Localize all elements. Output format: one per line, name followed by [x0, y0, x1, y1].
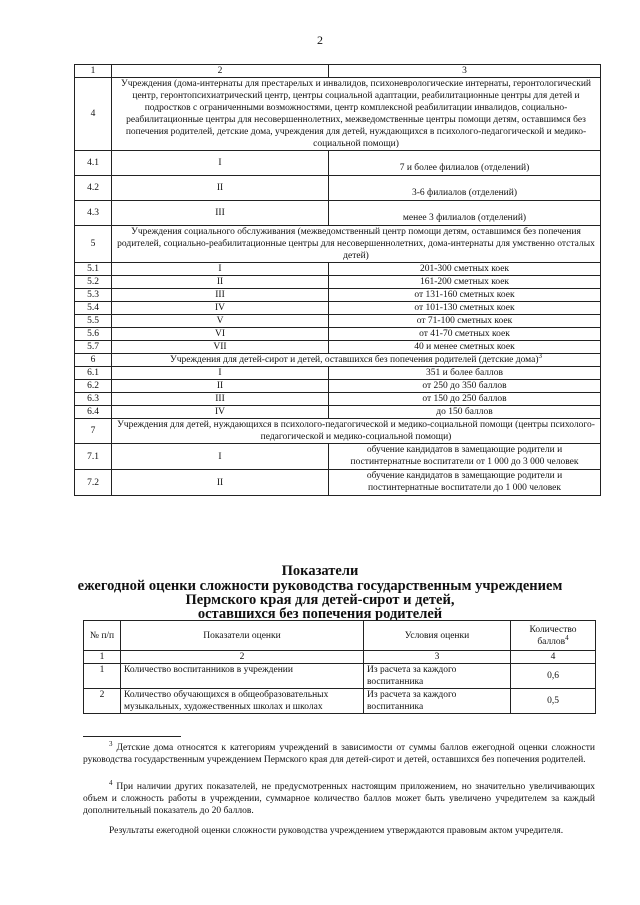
- group-condition: 201-300 сметных коек: [329, 263, 601, 276]
- group-condition: 161-200 сметных коек: [329, 276, 601, 289]
- group-roman: II: [112, 276, 329, 289]
- table-header-row: [84, 621, 596, 651]
- row-number: 5.7: [75, 341, 112, 354]
- group-condition: от 41-70 сметных коек: [329, 328, 601, 341]
- group-roman: II: [112, 380, 329, 393]
- group-roman: VI: [112, 328, 329, 341]
- footnote-text: При наличии других показателей, не предусмотренных настоящим приложением, но значительно увеличивающих объем и сложность работы в учреждении, суммарное количество баллов может быть увеличено учредителем за каждый дополнительный показатель до 20 баллов.: [83, 782, 595, 816]
- conditions-cell: Из расчета за каждого воспитанника: [364, 689, 511, 714]
- row-number: 5.2: [75, 276, 112, 289]
- group-roman: III: [112, 289, 329, 302]
- group-condition: от 250 до 350 баллов: [329, 380, 601, 393]
- footnote-mark: 4: [109, 778, 113, 787]
- category-text: Учреждения социального обслуживания (межведомственный центр помощи детям, оставшимся без попечения родителей, социально-реабилитационные центры для несовершеннолетних, дома-интернаты для умственно отсталых детей): [117, 227, 595, 261]
- conditions-cell: Из расчета за каждого воспитанника: [364, 664, 511, 689]
- group-condition: 3-6 филиалов (отделений): [329, 176, 601, 201]
- col-num: 3: [364, 651, 511, 664]
- category-row: [75, 419, 601, 444]
- category-row: [75, 78, 601, 151]
- row-number: 6: [75, 354, 112, 367]
- row-number: 5.6: [75, 328, 112, 341]
- footnote-mark: 3: [109, 739, 113, 748]
- group-row: [75, 444, 601, 470]
- row-number: 6.4: [75, 406, 112, 419]
- group-roman: I: [112, 263, 329, 276]
- points-cell: 0,6: [511, 664, 596, 689]
- row-number: 5.1: [75, 263, 112, 276]
- category-description: [112, 226, 601, 263]
- section-title: Показатели: [281, 563, 359, 579]
- group-roman: III: [112, 393, 329, 406]
- group-condition: от 101-130 сметных коек: [329, 302, 601, 315]
- row-number: 4: [75, 78, 112, 151]
- row-number: 5.5: [75, 315, 112, 328]
- row-number: 6.2: [75, 380, 112, 393]
- group-row: [75, 151, 601, 176]
- header-indicator: Показатели оценки: [121, 621, 364, 651]
- group-row: [75, 470, 601, 496]
- group-condition: 7 и более филиалов (отделений): [329, 151, 601, 176]
- result-note: Результаты ежегодной оценки сложности руководства учреждением утверждаются правовым актом учредителя.: [109, 826, 564, 836]
- category-text: Учреждения (дома-интернаты для престарелых и инвалидов, психоневрологические интернаты, геронтологический центр, геронтопсихиатрический центр, центры социальной адаптации, реабилитационные центры для детей и подростков с ограниченными возможностями, центр комплексной реабилитации инвалидов, социально-реабилитационные центры для несовершеннолетних, межведомственные центры помощи детям, оставшимся без попечения родителей, детские дома, учреждения для детей, нуждающихся в психолого-педагогической и медико-социальной помощи): [120, 79, 592, 149]
- group-condition: от 131-160 сметных коек: [329, 289, 601, 302]
- group-row: [75, 367, 601, 380]
- page-number: 2: [317, 33, 323, 47]
- group-roman: I: [112, 151, 329, 176]
- points-cell: 0,5: [511, 689, 596, 714]
- group-condition: от 71-100 сметных коек: [329, 315, 601, 328]
- col-num: 2: [121, 651, 364, 664]
- group-row: [75, 201, 601, 226]
- header-num: № п/п: [84, 621, 121, 651]
- row-number: 7.2: [75, 470, 112, 496]
- section-subtitle: Пермского края для детей-сирот и детей,: [185, 592, 455, 608]
- row-number: 5.4: [75, 302, 112, 315]
- row-number: 6.1: [75, 367, 112, 380]
- column-numbers-row: [84, 651, 596, 664]
- category-text: Учреждения для детей-сирот и детей, оставшихся без попечения родителей (детские дома): [169, 355, 539, 365]
- group-roman: IV: [112, 406, 329, 419]
- group-row: [75, 380, 601, 393]
- group-condition: менее 3 филиалов (отделений): [329, 201, 601, 226]
- group-row: [75, 276, 601, 289]
- group-roman: I: [112, 444, 329, 470]
- row-number: 5: [75, 226, 112, 263]
- group-roman: I: [112, 367, 329, 380]
- row-number: 7.1: [75, 444, 112, 470]
- group-condition: 40 и менее сметных коек: [329, 341, 601, 354]
- group-roman: II: [112, 176, 329, 201]
- footnote-divider: [83, 736, 181, 737]
- group-condition: 351 и более баллов: [329, 367, 601, 380]
- category-row: [75, 354, 601, 367]
- category-description: [112, 78, 601, 151]
- row-number: 5.3: [75, 289, 112, 302]
- group-roman: V: [112, 315, 329, 328]
- group-row: [75, 302, 601, 315]
- header-conditions: Условия оценки: [364, 621, 511, 651]
- indicator-cell: Количество обучающихся в общеобразовательных музыкальных, художественных школах и школах: [121, 689, 364, 714]
- category-description: [112, 419, 601, 444]
- group-row: [75, 406, 601, 419]
- table-row: [84, 664, 596, 689]
- group-roman: VII: [112, 341, 329, 354]
- group-criteria-table: [74, 64, 601, 496]
- group-row: [75, 393, 601, 406]
- row-number: 1: [84, 664, 121, 689]
- footnote-ref: 3: [538, 351, 543, 360]
- col-num: 1: [84, 651, 121, 664]
- footnote-3: [83, 739, 595, 766]
- group-roman: IV: [112, 302, 329, 315]
- row-number: 4.1: [75, 151, 112, 176]
- section-subtitle: ежегодной оценки сложности руководства государственным учреждением: [77, 578, 563, 594]
- group-row: [75, 289, 601, 302]
- row-number: 6.3: [75, 393, 112, 406]
- row-number: 7: [75, 419, 112, 444]
- category-description: [112, 351, 601, 367]
- footnote-4: [83, 778, 595, 817]
- group-roman: II: [112, 470, 329, 496]
- group-condition: от 150 до 250 баллов: [329, 393, 601, 406]
- footnote-ref: 4: [565, 633, 569, 642]
- group-row: [75, 341, 601, 354]
- header-points-label: Количество баллов: [529, 624, 577, 647]
- group-row: [75, 315, 601, 328]
- row-number: 4.2: [75, 176, 112, 201]
- footnote-text: Детские дома относятся к категориям учреждений в зависимости от суммы баллов ежегодной оценки сложности руководства государственным учреждением Пермского края для детей-сирот и детей, оставшихся без попечения родителей.: [83, 743, 595, 765]
- header-points: [511, 621, 596, 651]
- section-subtitle: оставшихся без попечения родителей: [197, 606, 443, 622]
- group-condition: обучение кандидатов в замещающие родители и постинтернатные воспитатели от 1 000 до 3 000 человек: [329, 444, 601, 470]
- column-number-2: 2: [112, 65, 329, 78]
- group-condition: до 150 баллов: [329, 406, 601, 419]
- category-row: [75, 226, 601, 263]
- indicator-cell: Количество воспитанников в учреждении: [121, 664, 364, 689]
- group-row: [75, 176, 601, 201]
- indicators-table: [83, 620, 596, 714]
- category-text: Учреждения для детей, нуждающихся в психолого-педагогической и медико-социальной помощи (центры психолого-педагогической и медико-социальной помощи): [117, 420, 595, 442]
- group-row: [75, 263, 601, 276]
- group-condition: обучение кандидатов в замещающие родители и постинтернатные воспитатели до 1 000 человек: [329, 470, 601, 496]
- col-num: 4: [511, 651, 596, 664]
- row-number: 4.3: [75, 201, 112, 226]
- row-number: 2: [84, 689, 121, 714]
- column-number-1: 1: [75, 65, 112, 78]
- table-row: [84, 689, 596, 714]
- table-header-row: [75, 65, 601, 78]
- group-roman: III: [112, 201, 329, 226]
- column-number-3: 3: [329, 65, 601, 78]
- group-row: [75, 328, 601, 341]
